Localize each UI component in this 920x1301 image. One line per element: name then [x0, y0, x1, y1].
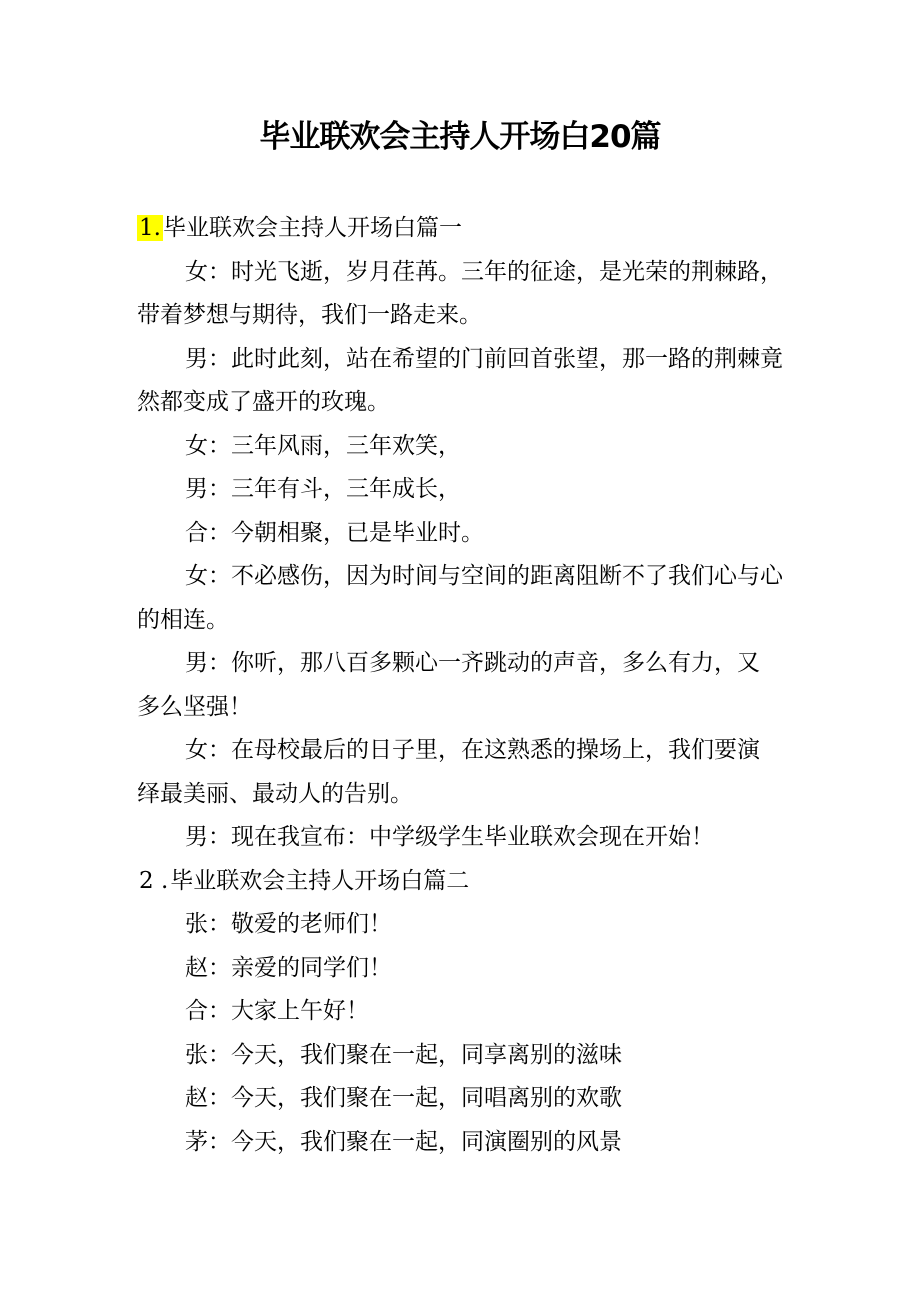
section-heading-text: 毕业联欢会主持人开场白篇一 [162, 215, 462, 241]
paragraph-line: 女：在母校最后的日子里，在这熟悉的操场上，我们要演 [185, 737, 760, 763]
paragraph-continuation-line: 然都变成了盛开的玫瑰。 [137, 389, 390, 415]
paragraph-line: 男：现在我宣布：中学级学生毕业联欢会现在开始！ [185, 824, 714, 850]
paragraph-line: 茅：今天，我们聚在一起，同演圈别的风景 [185, 1128, 622, 1155]
paragraph-line: 女：三年风雨，三年欢笑， [185, 432, 461, 459]
paragraph-line: 赵：今天，我们聚在一起，同唱离别的欢歌 [185, 1085, 622, 1111]
paragraph-line: 男：三年有斗，三年成长， [185, 476, 461, 502]
section-number: 2 . [139, 867, 169, 894]
paragraph-continuation-line: 带着梦想与期待，我们一路走来。 [137, 302, 482, 328]
section-number: 1. [139, 215, 161, 241]
paragraph-line: 赵：亲爱的同学们！ [185, 954, 392, 981]
document-title: 毕业联欢会主持人开场白20篇 [259, 119, 661, 155]
paragraph-continuation-line: 绎最美丽、最动人的告别。 [137, 780, 413, 807]
section-heading [137, 207, 787, 251]
section-heading [137, 860, 787, 904]
paragraph-line: 男：你听，那八百多颗心一齐跳动的声音，多么有力，又 [185, 650, 760, 676]
paragraph-line: 女：不必感伤，因为时间与空间的距离阻断不了我们心与心 [185, 563, 783, 589]
document-body [137, 207, 787, 1164]
paragraph-continuation-line: 的相连。 [137, 606, 229, 633]
paragraph-line: 合：今朝相聚，已是毕业时。 [185, 519, 484, 546]
section-heading-text: 毕业联欢会主持人开场白篇二 [170, 867, 470, 894]
paragraph-line: 男：此时此刻，站在希望的门前回首张望，那一路的荆棘竟 [185, 345, 783, 372]
paragraph-line: 张：敬爱的老师们！ [185, 911, 392, 937]
paragraph-line: 女：时光飞逝，岁月荏苒。三年的征途，是光荣的荆棘路， [185, 258, 783, 285]
paragraph-line: 合：大家上午好！ [185, 998, 369, 1024]
paragraph-continuation-line: 多么坚强！ [137, 693, 252, 720]
paragraph-line: 张：今天，我们聚在一起，同享离别的滋味 [185, 1041, 622, 1068]
